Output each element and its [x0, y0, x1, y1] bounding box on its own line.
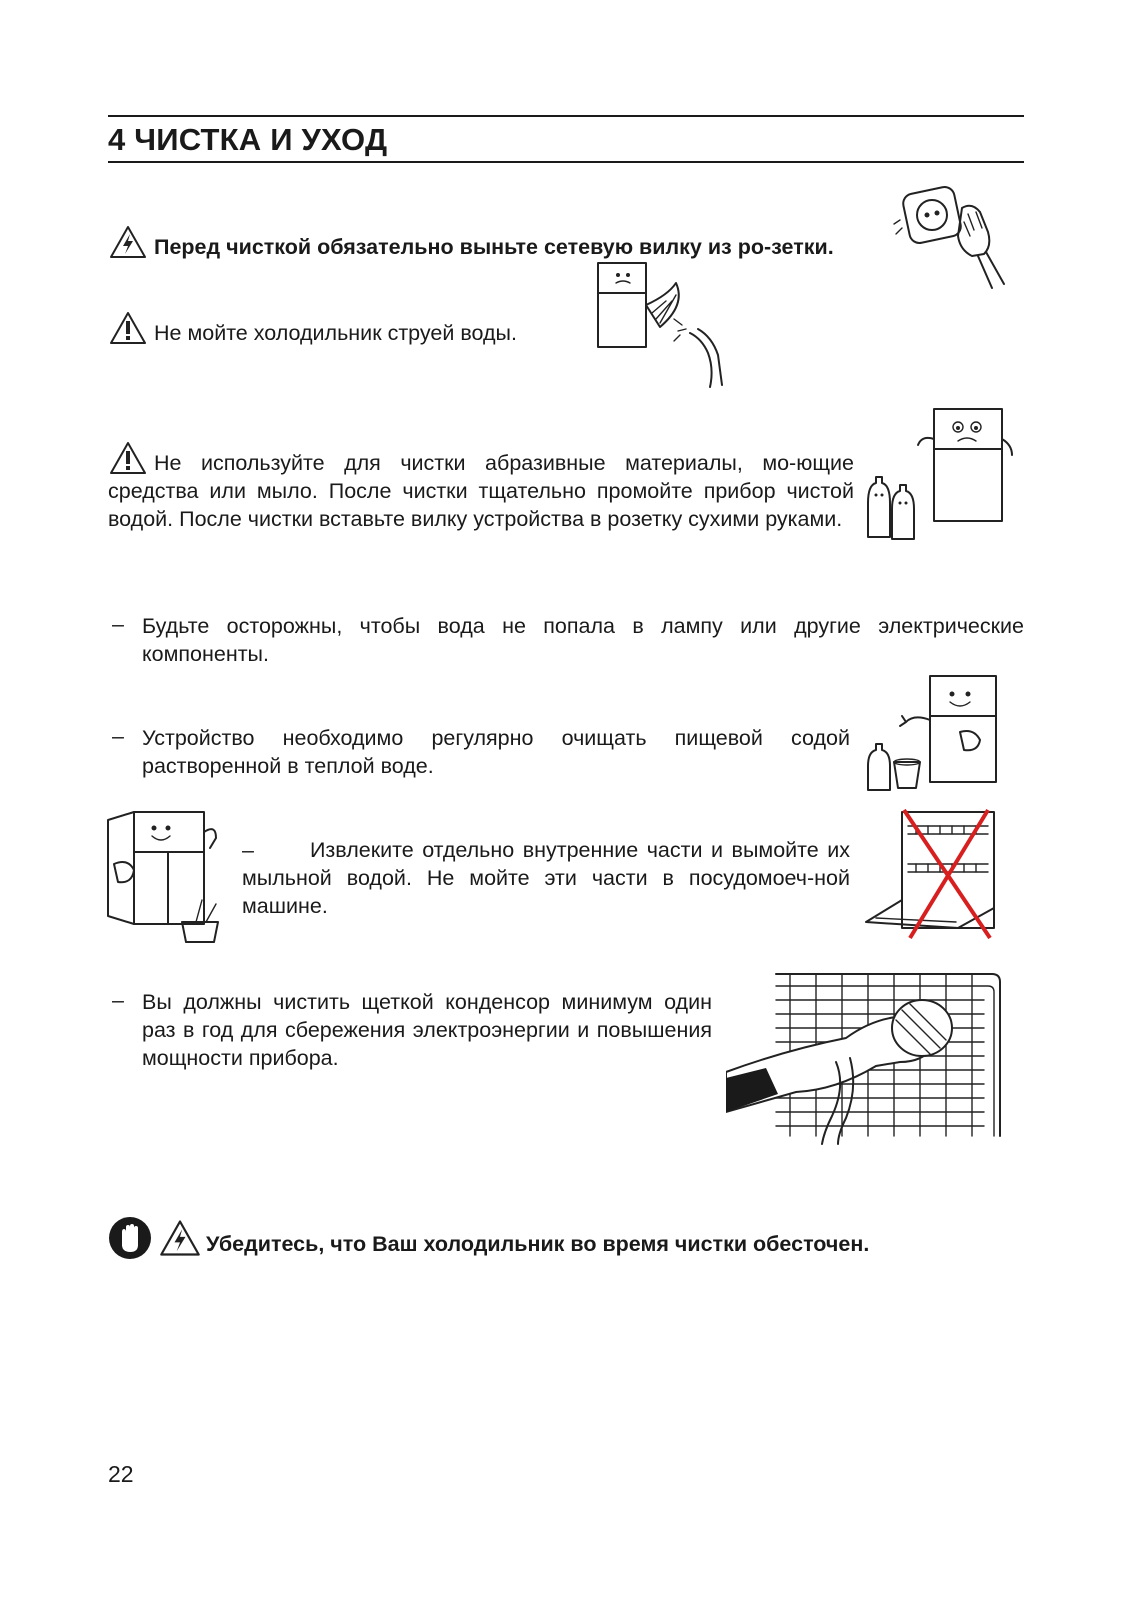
bullet-marker: –: [112, 724, 124, 748]
bullet-inner-parts: [242, 836, 850, 920]
fridge-inner-parts-illustration: [104, 804, 234, 944]
electric-warning-icon: [108, 224, 148, 260]
fridge-no-detergents-illustration: [862, 405, 1022, 550]
electric-warning-icon: [158, 1218, 202, 1258]
header-bottom-rule: [108, 161, 1024, 163]
section-title: 4 ЧИСТКА И УХОД: [108, 122, 388, 157]
page-number: 22: [108, 1461, 134, 1487]
warning-no-water-jet-text: Не мойте холодильник струей воды.: [154, 321, 517, 345]
fridge-baking-soda-illustration: [862, 670, 1002, 800]
bullet-marker: –: [242, 838, 254, 862]
socket-unplug-illustration: [892, 184, 1022, 294]
final-warning-text: Убедитесь, что Ваш холодильник во время чистки обесточен.: [206, 1232, 870, 1256]
condenser-brushing-illustration: [726, 966, 1002, 1146]
bullet-inner-parts-text: Извлеките отдельно внутренние части и вымойте их мыльной водой. Не мойте эти части в посудомоеч-ной машине.: [242, 838, 850, 918]
bullet-baking-soda: Устройство необходимо регулярно очищать пищевой содой растворенной в теплой воде.: [142, 726, 850, 778]
warning-no-abrasives-text: Не используйте для чистки абразивные материалы, мо-ющие средства или мыло. После чистки тщательно промойте прибор чистой водой. После чистки вставьте вилку устройства в розетку сухими руками.: [108, 451, 854, 531]
bullet-water-lamp: Будьте осторожны, чтобы вода не попала в лампу или другие электрические компоненты.: [142, 614, 1024, 666]
bullet-condenser: Вы должны чистить щеткой конденсор минимум один раз в год для сбережения электроэнергии и повышения мощности прибора.: [142, 990, 712, 1070]
final-warning: [108, 1216, 1024, 1262]
warning-no-abrasives: [108, 440, 854, 533]
header-top-rule: [108, 115, 1024, 117]
bullet-marker: –: [112, 988, 124, 1012]
general-warning-icon: [108, 440, 148, 476]
general-warning-icon: [108, 310, 148, 346]
warning-unplug-text: Перед чисткой обязательно выньте сетевую вилку из ро-зетки.: [154, 235, 834, 259]
warning-no-water-jet: [108, 310, 588, 347]
bullet-marker: –: [112, 612, 124, 636]
no-dishwasher-illustration: [862, 804, 1002, 944]
warning-unplug: [108, 224, 856, 261]
fridge-water-jet-illustration: [590, 255, 730, 390]
stop-hand-icon: [108, 1216, 152, 1260]
